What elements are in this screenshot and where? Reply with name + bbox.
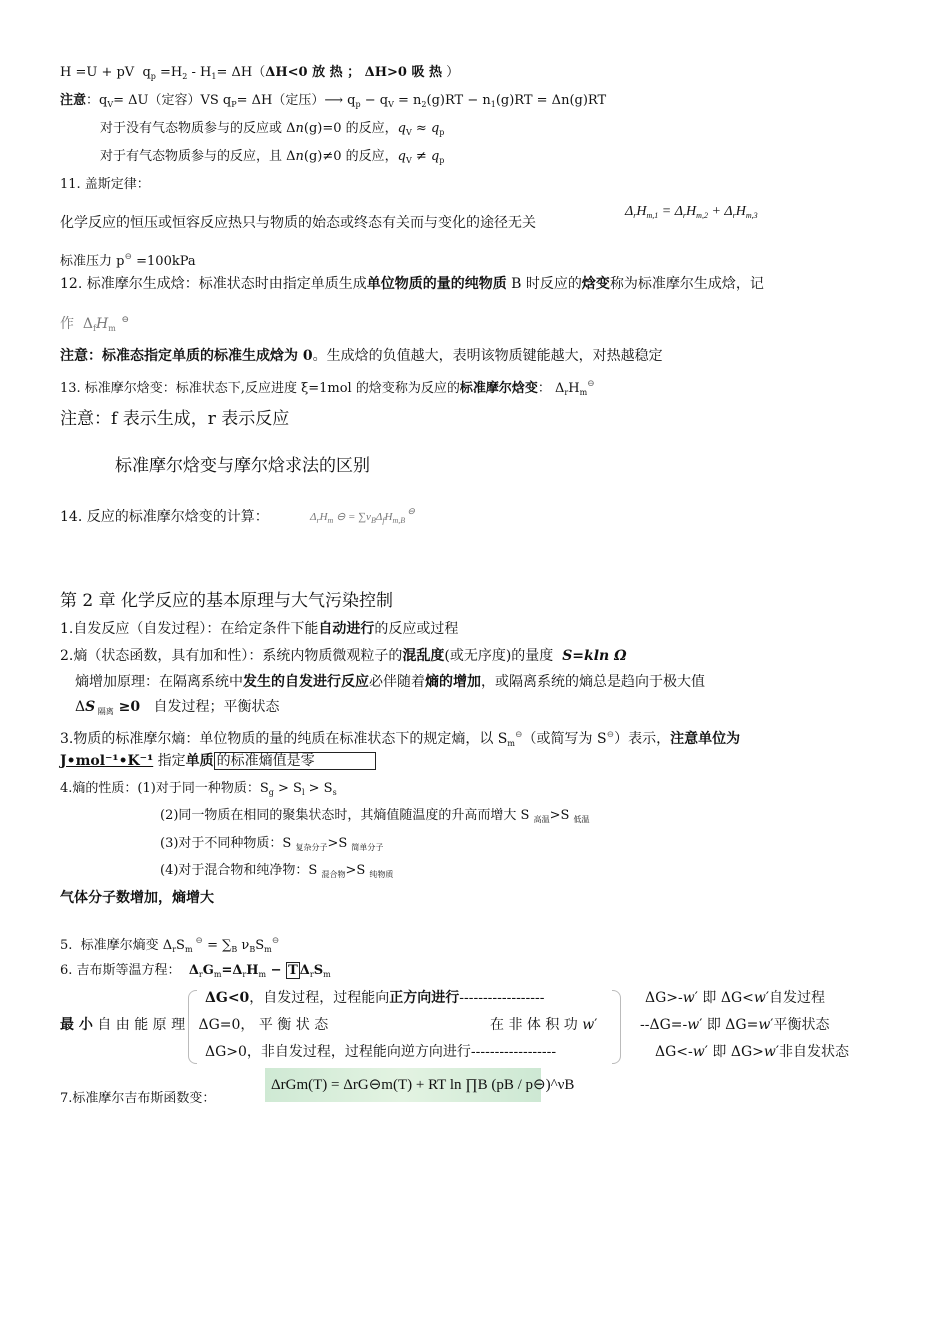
text-segment: (g)RT − n (426, 93, 491, 108)
emphasis-text: 注意： (60, 348, 102, 364)
text-segment: w (687, 1017, 700, 1033)
text-segment: 2 (182, 72, 188, 81)
text-segment: (4)对于混合物和纯净物：S (160, 863, 322, 878)
text-segment: m (579, 388, 588, 397)
text-line-l19 (75, 698, 280, 721)
emphasis-text: 标准摩尔焓变 (459, 381, 538, 396)
text-segment: ：q (86, 93, 108, 108)
text-segment: n (295, 149, 304, 164)
text-line-l9 (60, 311, 129, 338)
text-segment: 化学反应的恒压或恒容反应热只与物质的始态或终态有关而与变化的途径无关 (60, 215, 536, 231)
text-segment: (2)同一物质在相同的聚集状态时，其熵值随温度的升高而增大 S (160, 808, 534, 823)
text-segment: 隔离 (95, 707, 114, 716)
text-line-l31r (655, 1043, 849, 1061)
text-line-l22 (60, 780, 337, 802)
text-segment: Δ (75, 699, 86, 715)
text-line-l26 (60, 889, 214, 907)
text-segment: 4.熵的性质：(1)对于同一种物质：S (60, 781, 269, 796)
text-segment: r (309, 970, 314, 979)
text-line-l11 (60, 375, 595, 402)
text-segment: ν (237, 938, 250, 953)
emphasis-text: 注意单位为 (670, 731, 741, 747)
emphasis-text: 单位物质的量的纯物质 (366, 276, 507, 292)
text-segment: 。生成焓的负值越大，表明该物质键能越大，对热越稳定 (312, 348, 663, 364)
text-segment: =H (155, 65, 183, 80)
text-segment: 作 Δ (60, 316, 94, 332)
text-line-l27 (60, 932, 279, 959)
text-segment: 自发过程；平衡状态 (140, 699, 280, 715)
text-segment: ′非自发状态 (775, 1044, 850, 1060)
text-line-l23 (160, 807, 590, 829)
left-brace (188, 990, 197, 1064)
emphasis-text: 最 小 (60, 1017, 93, 1033)
text-segment: m,B (392, 516, 406, 525)
text-segment: ′ 即 ΔG< (694, 990, 754, 1006)
text-segment: （或简写为 S (522, 731, 607, 747)
text-segment: (3)对于不同种物质：S (160, 836, 296, 851)
text-segment: =100kPa (132, 254, 196, 269)
text-segment: p (355, 100, 361, 109)
text-segment: r (172, 945, 177, 954)
text-segment: q (430, 149, 440, 164)
text-segment: 11. 盖斯定律： (60, 177, 150, 192)
text-line-l30r (640, 1016, 829, 1034)
text-segment: ⊖ (405, 506, 415, 516)
text-segment: ⊖ (192, 936, 203, 946)
text-segment: 7.标准摩尔吉布斯函数变： (60, 1091, 216, 1106)
text-segment: >S (345, 863, 370, 878)
text-line-l29 (205, 989, 544, 1007)
text-line-l21 (60, 752, 376, 770)
text-segment: ⊖ (124, 252, 133, 262)
text-segment: ≠ (411, 149, 431, 164)
emphasis-text: T (288, 963, 298, 978)
emphasis-text: H (246, 963, 259, 978)
text-segment: s (332, 788, 337, 797)
text-segment: --ΔG=- (640, 1017, 688, 1033)
text-segment: 熵增加原理：在隔离系统中 (75, 674, 243, 690)
text-segment: 的标准熵值是零 (214, 752, 376, 770)
text-segment: H (686, 204, 697, 219)
emphasis-text: 自动进行 (318, 621, 375, 637)
emphasis-text: 标准态指定单质的标准生成焓为 0 (102, 348, 313, 364)
text-segment: ⊖ = ∑ν (333, 511, 371, 523)
text-segment: l (301, 788, 305, 797)
text-segment: 2.熵（状态函数，具有加和性）：系统内物质微观粒子的 (60, 648, 403, 664)
emphasis-text: 气体分子数增加，熵增大 (60, 890, 214, 906)
text-line-l2 (60, 92, 606, 114)
text-segment: 混合物 (321, 870, 346, 879)
emphasis-text: 熵的增加 (425, 674, 481, 690)
text-segment: Δ (375, 511, 383, 523)
text-segment: B 时反应的 (506, 276, 582, 292)
text-segment: = ΔH（ (216, 65, 266, 80)
text-segment: q (430, 121, 440, 136)
text-segment: 2 (421, 100, 427, 109)
text-segment: > S (304, 781, 333, 796)
text-segment: 12. 标准摩尔生成焓：标准状态时由指定单质生成 (60, 276, 367, 292)
text-segment: r (633, 211, 637, 220)
emphasis-text: ≥0 (113, 699, 141, 715)
text-line-l32 (60, 1090, 215, 1108)
emphasis-text: S (313, 963, 324, 978)
text-segment: − q (360, 93, 389, 108)
text-segment: ⊖ (271, 936, 280, 946)
text-segment: 称为标准摩尔生成焓，记 (609, 276, 764, 292)
text-segment: ⊖ (515, 730, 523, 740)
text-line-l3 (100, 120, 444, 142)
emphasis-text: S (85, 699, 96, 715)
text-line-l30m (490, 1016, 597, 1034)
text-line-l16 (60, 620, 458, 638)
text-segment: 必伴随着 (369, 674, 425, 690)
text-line-l15 (60, 592, 393, 610)
text-segment: = ΔU（定容）VS q (113, 93, 232, 108)
text-segment: 标准摩尔焓变与摩尔焓求法的区别 (115, 456, 370, 476)
text-segment: w (682, 990, 695, 1006)
text-segment: H (735, 204, 746, 219)
text-line-l1 (60, 64, 459, 86)
text-segment: f (93, 324, 96, 333)
text-segment: p (439, 128, 445, 137)
text-segment: 对于没有气态物质参与的反应或 Δ (100, 121, 296, 136)
text-segment: = Δ (658, 204, 683, 219)
text-line-l29r (645, 989, 825, 1007)
text-segment: >S (327, 836, 352, 851)
text-segment: f (382, 516, 385, 525)
text-segment: ΔG>- (645, 990, 683, 1006)
text-segment: H (636, 204, 647, 219)
text-segment: q (397, 149, 406, 164)
text-segment: r (198, 970, 203, 979)
text-segment: ------------------ (459, 990, 545, 1006)
text-segment: 在 非 体 积 功 (490, 1017, 583, 1033)
text-line-l20 (60, 726, 740, 753)
text-segment: ΔG<- (655, 1044, 693, 1060)
text-segment: ） (442, 65, 460, 80)
text-segment: m,1 (646, 211, 659, 220)
text-segment: B (249, 945, 256, 954)
text-line-l18 (75, 673, 705, 691)
text-segment: w (692, 1044, 705, 1060)
text-segment: + Δ (707, 204, 733, 219)
text-segment: m (507, 739, 515, 748)
text-line-l6f (625, 203, 758, 225)
text-segment: V (107, 100, 114, 109)
text-segment: > S (273, 781, 302, 796)
text-segment: r (316, 516, 320, 525)
text-segment: S (176, 938, 185, 953)
gibbs-formula-image: ΔrGm(T) = ΔrG⊖m(T) + RT ln ∏B (pB / p⊖)^νB (265, 1068, 541, 1102)
text-segment: H (384, 511, 393, 523)
emphasis-text: G (202, 963, 214, 978)
text-segment: 指定 (153, 753, 186, 769)
text-segment: 高温 (533, 815, 550, 824)
text-segment: ⊖ (587, 379, 595, 389)
emphasis-text: 焓变 (581, 276, 610, 292)
text-segment: V (406, 156, 412, 165)
text-segment: ′平衡状态 (770, 1017, 830, 1033)
text-segment: 对于有气态物质参与的反应，且 Δ (100, 149, 296, 164)
text-segment: B (231, 945, 238, 954)
emphasis-text: J•mol⁻¹•K⁻¹ (60, 753, 154, 769)
text-segment: >S (549, 808, 574, 823)
emphasis-text: 单质 (185, 753, 214, 769)
text-segment: = ΔH（定压）⟶ q (236, 93, 356, 108)
text-segment: ′ (594, 1017, 598, 1033)
text-segment: (g)RT = Δn(g)RT (495, 93, 607, 108)
text-line-l8 (60, 275, 764, 293)
text-segment: 的反应或过程 (374, 621, 459, 637)
text-segment: ′ 即 ΔG= (699, 1017, 759, 1033)
text-segment: w (582, 1017, 595, 1033)
text-segment: w (753, 990, 766, 1006)
emphasis-text: − (266, 963, 287, 978)
text-line-l5 (60, 176, 150, 194)
text-segment: 1 (490, 100, 496, 109)
text-segment: n (295, 121, 304, 136)
right-brace (612, 990, 621, 1064)
text-segment: Δ (310, 511, 317, 523)
emphasis-text: Δ (188, 963, 199, 978)
emphasis-text: =Δ (221, 963, 243, 978)
text-segment: 6. 吉布斯等温方程： (60, 963, 189, 978)
text-segment: - H (187, 65, 212, 80)
emphasis-text: S=kln Ω (562, 648, 627, 664)
text-segment: m (327, 516, 334, 525)
text-segment: Δ (625, 204, 634, 219)
text-segment: r (242, 970, 247, 979)
text-segment: 简单分子 (351, 843, 384, 852)
text-segment: p (150, 72, 156, 81)
emphasis-text: Δ (299, 963, 310, 978)
text-segment: p (439, 156, 445, 165)
text-segment: = n (393, 93, 422, 108)
emphasis-text: 混乱度 (402, 648, 445, 664)
text-segment: m,2 (696, 211, 708, 220)
text-segment: m,3 (745, 211, 758, 220)
text-segment: (或无序度)的量度 (444, 648, 563, 664)
text-segment: 注意：f 表示生成，r 表示反应 (60, 409, 290, 429)
text-segment: m (108, 324, 116, 333)
text-segment: P (231, 100, 237, 109)
text-segment: 低温 (573, 815, 590, 824)
text-segment: 1.自发反应（自发过程）：在给定条件下能 (60, 621, 319, 637)
text-segment: r (732, 211, 736, 220)
text-segment: 5. 标准摩尔熵变 Δ (60, 938, 173, 953)
emphasis-text: ΔH<0 放 热 ； ΔH>0 吸 热 (265, 65, 443, 80)
text-segment: r (564, 388, 569, 397)
text-line-l31 (205, 1043, 556, 1061)
text-segment: m (213, 970, 222, 979)
text-line-l10 (60, 347, 663, 365)
text-segment: 13. 标准摩尔焓变：标准状态下,反应进度 ξ=1mol 的焓变称为反应的 (60, 381, 460, 396)
text-line-l13 (115, 457, 370, 475)
text-segment: V (388, 100, 394, 109)
text-segment: ，或隔离系统的熵总是趋向于极大值 (481, 674, 705, 690)
text-line-l14f (310, 502, 415, 530)
text-line-l28 (60, 962, 331, 984)
text-segment: ，自发过程，过程能向 (249, 990, 390, 1006)
text-line-l24 (160, 835, 383, 857)
text-segment: V (406, 128, 412, 137)
text-line-l14 (60, 508, 269, 526)
text-segment: ： Δ (537, 381, 565, 396)
emphasis-text: ΔG<0 (205, 990, 250, 1006)
text-segment: H (95, 316, 109, 332)
text-segment: m (264, 945, 272, 954)
text-segment: 标准压力 p (60, 254, 125, 269)
text-segment: q (397, 121, 406, 136)
text-segment: ⊖ (115, 315, 130, 325)
text-segment: (g)≠0 的反应， (303, 149, 398, 164)
text-segment: = ∑ (202, 938, 232, 953)
text-segment: ′ 即 ΔG> (704, 1044, 764, 1060)
text-segment: ≈ (411, 121, 431, 136)
text-segment: m (184, 945, 193, 954)
text-segment: 3.物质的标准摩尔熵：单位物质的量的纯质在标准状态下的规定熵，以 S (60, 731, 508, 747)
text-segment: ⊖ (606, 730, 615, 740)
text-segment: 1 (211, 72, 217, 81)
text-segment: H (568, 381, 580, 396)
text-line-l12 (60, 410, 289, 428)
text-segment: r (682, 211, 687, 220)
text-line-l7 (60, 248, 196, 271)
text-segment: m (323, 970, 331, 979)
text-segment: S (255, 938, 265, 953)
text-line-l25 (160, 862, 393, 884)
text-line-l4 (100, 148, 444, 170)
text-segment: w (758, 1017, 771, 1033)
text-segment: 纯物质 (369, 870, 394, 879)
text-segment: ΔG>0，非自发过程，过程能向逆方向进行------------------ (205, 1044, 557, 1060)
text-segment: H =U + pV q (60, 65, 151, 80)
text-segment: 自 由 能 原 理 ΔG=0， 平 衡 状 态 (92, 1017, 329, 1033)
text-segment: w (763, 1044, 776, 1060)
text-segment: (g)=0 的反应， (303, 121, 398, 136)
text-line-l17 (60, 647, 627, 665)
text-segment: B (370, 516, 376, 525)
text-segment: ）表示， (614, 731, 671, 747)
emphasis-text: 正方向进行 (389, 990, 460, 1006)
text-line-l6 (60, 214, 536, 232)
text-segment: 14. 反应的标准摩尔焓变的计算： (60, 509, 269, 525)
text-segment: ′自发过程 (765, 990, 826, 1006)
text-segment: g (268, 788, 274, 797)
emphasis-text: 注意 (60, 93, 87, 108)
text-segment: m (258, 970, 267, 979)
text-segment: 第 2 章 化学反应的基本原理与大气污染控制 (60, 591, 394, 611)
emphasis-text: 发生的自发进行反应 (243, 674, 369, 690)
text-segment: 复杂分子 (295, 843, 328, 852)
text-segment: H (319, 511, 328, 523)
